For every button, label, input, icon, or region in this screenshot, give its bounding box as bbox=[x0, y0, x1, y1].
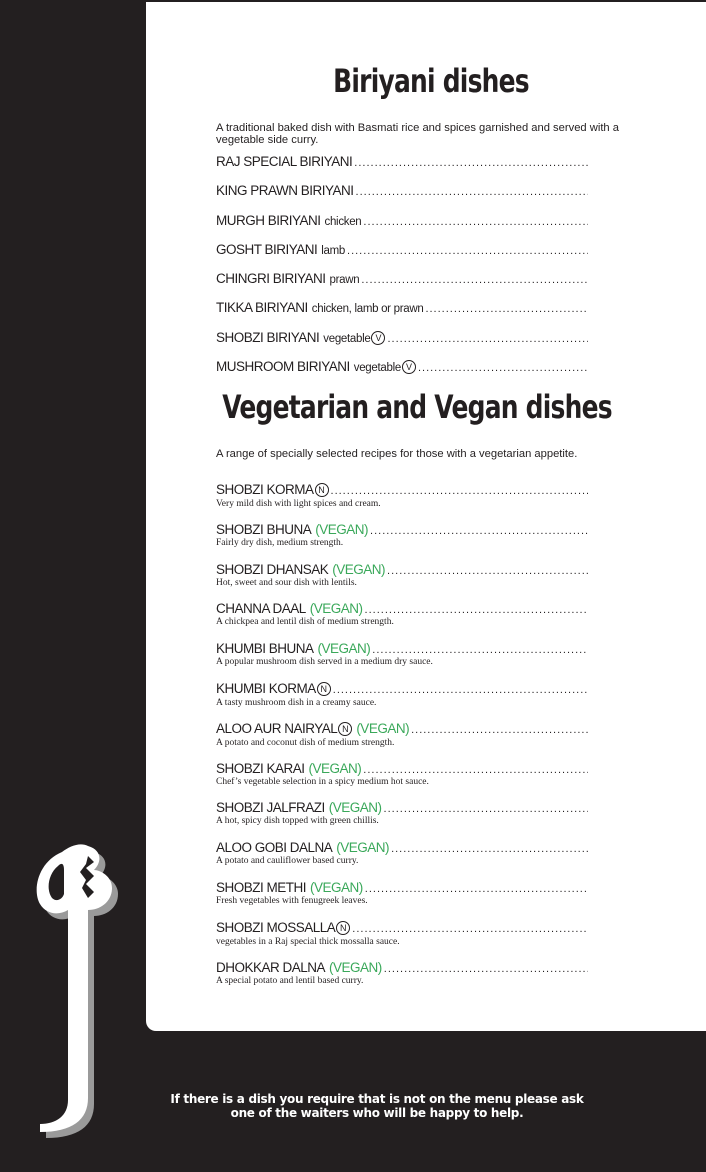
dish-name: SHOBZI JALFRAZI bbox=[216, 800, 325, 816]
vegetarian-intro: A range of specially selected recipes for those with a vegetarian appetite. bbox=[216, 448, 578, 460]
leader-dots bbox=[347, 245, 588, 257]
dish-description: Chef’s vegetable selection in a spicy medium hot sauce. bbox=[216, 776, 429, 787]
menu-item-row bbox=[216, 154, 588, 183]
vegetarian-list bbox=[216, 482, 588, 999]
footer-note bbox=[146, 1092, 608, 1120]
vegan-label: (VEGAN) bbox=[317, 641, 371, 657]
leader-dots bbox=[356, 186, 588, 198]
dish-name: CHANNA DAAL bbox=[216, 601, 306, 617]
menu-item bbox=[216, 601, 588, 641]
leader-dots bbox=[361, 274, 588, 286]
sword-logo-icon bbox=[28, 840, 138, 1140]
vegan-label: (VEGAN) bbox=[310, 879, 363, 895]
menu-item-row bbox=[216, 330, 588, 359]
dish-name: MUSHROOM BIRIYANI bbox=[216, 359, 350, 375]
vegan-label: (VEGAN) bbox=[329, 959, 382, 975]
menu-item-row bbox=[216, 840, 588, 855]
dish-name: MURGH BIRIYANI bbox=[216, 212, 321, 228]
dish-description: A tasty mushroom dish in a creamy sauce. bbox=[216, 697, 377, 708]
leader-dots bbox=[391, 843, 588, 855]
dish-description: A hot, spicy dish topped with green chillis. bbox=[216, 816, 379, 827]
leader-dots bbox=[365, 604, 588, 616]
menu-item-row bbox=[216, 271, 588, 300]
biriyani-intro: A traditional baked dish with Basmati rice and spices garnished and served with a vegetable side curry. bbox=[216, 122, 619, 146]
dish-name: TIKKA BIRIYANI bbox=[216, 300, 308, 316]
vegetarian-title: Vegetarian and Vegan dishes bbox=[222, 388, 612, 426]
dish-name: DHOKKAR DALNA bbox=[216, 959, 326, 975]
dish-description: Fresh vegetables with fenugreek leaves. bbox=[216, 895, 368, 906]
leader-dots bbox=[418, 362, 588, 374]
dish-name: ALOO AUR NAIRYAL bbox=[216, 720, 338, 736]
vegan-label: (VEGAN) bbox=[328, 800, 382, 816]
dish-name: SHOBZI DHANSAK bbox=[216, 561, 329, 577]
leader-dots bbox=[384, 803, 588, 815]
vegan-label: (VEGAN) bbox=[356, 720, 410, 736]
leader-dots bbox=[365, 883, 588, 895]
menu-item-row bbox=[216, 641, 588, 656]
menu-item bbox=[216, 641, 588, 681]
dish-note: vegetable bbox=[323, 332, 371, 345]
menu-item bbox=[216, 721, 588, 761]
nut-symbol-icon: N bbox=[338, 722, 352, 736]
vegan-label: (VEGAN) bbox=[315, 521, 369, 537]
menu-item-row bbox=[216, 721, 588, 737]
biriyani-list bbox=[216, 154, 588, 388]
menu-item-row bbox=[216, 800, 588, 815]
menu-item-row bbox=[216, 960, 588, 975]
menu-item-row bbox=[216, 213, 588, 242]
leader-dots bbox=[354, 157, 588, 169]
menu-item-row bbox=[216, 300, 588, 329]
leader-dots bbox=[363, 216, 588, 228]
menu-item-row bbox=[216, 681, 588, 697]
dish-name: SHOBZI BHUNA bbox=[216, 521, 312, 537]
menu-item bbox=[216, 761, 588, 801]
dish-description: A potato and coconut dish of medium strength. bbox=[216, 737, 395, 748]
leader-dots bbox=[363, 764, 588, 776]
dish-name: RAJ SPECIAL BIRIYANI bbox=[216, 154, 353, 169]
vegan-label: (VEGAN) bbox=[309, 601, 363, 617]
menu-item-row bbox=[216, 601, 588, 616]
leader-dots bbox=[387, 333, 588, 345]
vegan-label: (VEGAN) bbox=[336, 840, 390, 856]
dish-description: A potato and cauliflower based curry. bbox=[216, 856, 359, 867]
menu-item bbox=[216, 840, 588, 880]
leader-dots bbox=[372, 644, 588, 656]
leader-dots bbox=[352, 923, 588, 935]
dish-name: SHOBZI KORMA bbox=[216, 482, 314, 497]
dish-description: A chickpea and lentil dish of medium strength. bbox=[216, 617, 394, 628]
dish-name: SHOBZI BIRIYANI bbox=[216, 329, 320, 345]
dish-name: SHOBZI METHI bbox=[216, 879, 307, 895]
dish-description: vegetables in a Raj special thick mossalla sauce. bbox=[216, 936, 400, 947]
dish-description: A popular mushroom dish served in a medium dry sauce. bbox=[216, 657, 433, 668]
nut-symbol-icon: N bbox=[315, 483, 329, 497]
menu-item-row bbox=[216, 761, 588, 776]
menu-item-row bbox=[216, 482, 588, 498]
menu-page bbox=[146, 2, 706, 1031]
leader-dots bbox=[425, 303, 588, 315]
leader-dots bbox=[387, 565, 588, 577]
dish-note: lamb bbox=[321, 244, 346, 257]
menu-item bbox=[216, 681, 588, 721]
menu-item bbox=[216, 522, 588, 562]
menu-item-row bbox=[216, 880, 588, 895]
menu-item bbox=[216, 880, 588, 920]
dish-note: chicken bbox=[324, 215, 362, 228]
dish-name: KHUMBI BHUNA bbox=[216, 641, 314, 657]
leader-dots bbox=[333, 684, 588, 696]
vegetarian-symbol-icon: V bbox=[402, 360, 416, 374]
menu-item bbox=[216, 800, 588, 840]
menu-item-row bbox=[216, 920, 588, 936]
menu-item bbox=[216, 960, 588, 1000]
dish-note: prawn bbox=[329, 274, 360, 287]
dish-description: Fairly dry dish, medium strength. bbox=[216, 537, 344, 548]
dish-name: KING PRAWN BIRIYANI bbox=[216, 183, 354, 199]
vegan-label: (VEGAN) bbox=[332, 561, 386, 577]
footer-line-2: one of the waiters who will be happy to help. bbox=[230, 1106, 524, 1120]
menu-item-row bbox=[216, 183, 588, 212]
dish-description: Hot, sweet and sour dish with lentils. bbox=[216, 577, 357, 588]
dish-description: Very mild dish with light spices and cream. bbox=[216, 499, 381, 509]
dish-name: CHINGRI BIRIYANI bbox=[216, 271, 326, 287]
dish-description: A special potato and lentil based curry. bbox=[216, 975, 364, 986]
nut-symbol-icon: N bbox=[317, 682, 331, 696]
dish-name: SHOBZI MOSSALLA bbox=[216, 919, 336, 935]
dish-note: chicken, lamb or prawn bbox=[311, 303, 424, 316]
dish-note: vegetable bbox=[353, 362, 401, 375]
menu-item-row bbox=[216, 522, 588, 537]
dish-name: KHUMBI KORMA bbox=[216, 680, 316, 696]
leader-dots bbox=[331, 485, 588, 497]
menu-item-row bbox=[216, 359, 588, 388]
dish-name: ALOO GOBI DALNA bbox=[216, 840, 333, 856]
menu-item bbox=[216, 562, 588, 602]
leader-dots bbox=[384, 963, 588, 975]
leader-dots bbox=[370, 525, 588, 537]
vegan-label: (VEGAN) bbox=[308, 760, 362, 776]
menu-item-row bbox=[216, 562, 588, 577]
menu-item-row bbox=[216, 242, 588, 271]
nut-symbol-icon: N bbox=[336, 921, 350, 935]
footer-line-1: If there is a dish you require that is not on the menu please ask bbox=[170, 1092, 584, 1106]
vegetarian-symbol-icon: V bbox=[371, 331, 385, 345]
leader-dots bbox=[411, 724, 588, 736]
biriyani-title: Biriyani dishes bbox=[333, 62, 529, 100]
menu-item bbox=[216, 920, 588, 960]
dish-name: SHOBZI KARAI bbox=[216, 760, 305, 776]
dish-name: GOSHT BIRIYANI bbox=[216, 241, 318, 257]
menu-item bbox=[216, 482, 588, 522]
